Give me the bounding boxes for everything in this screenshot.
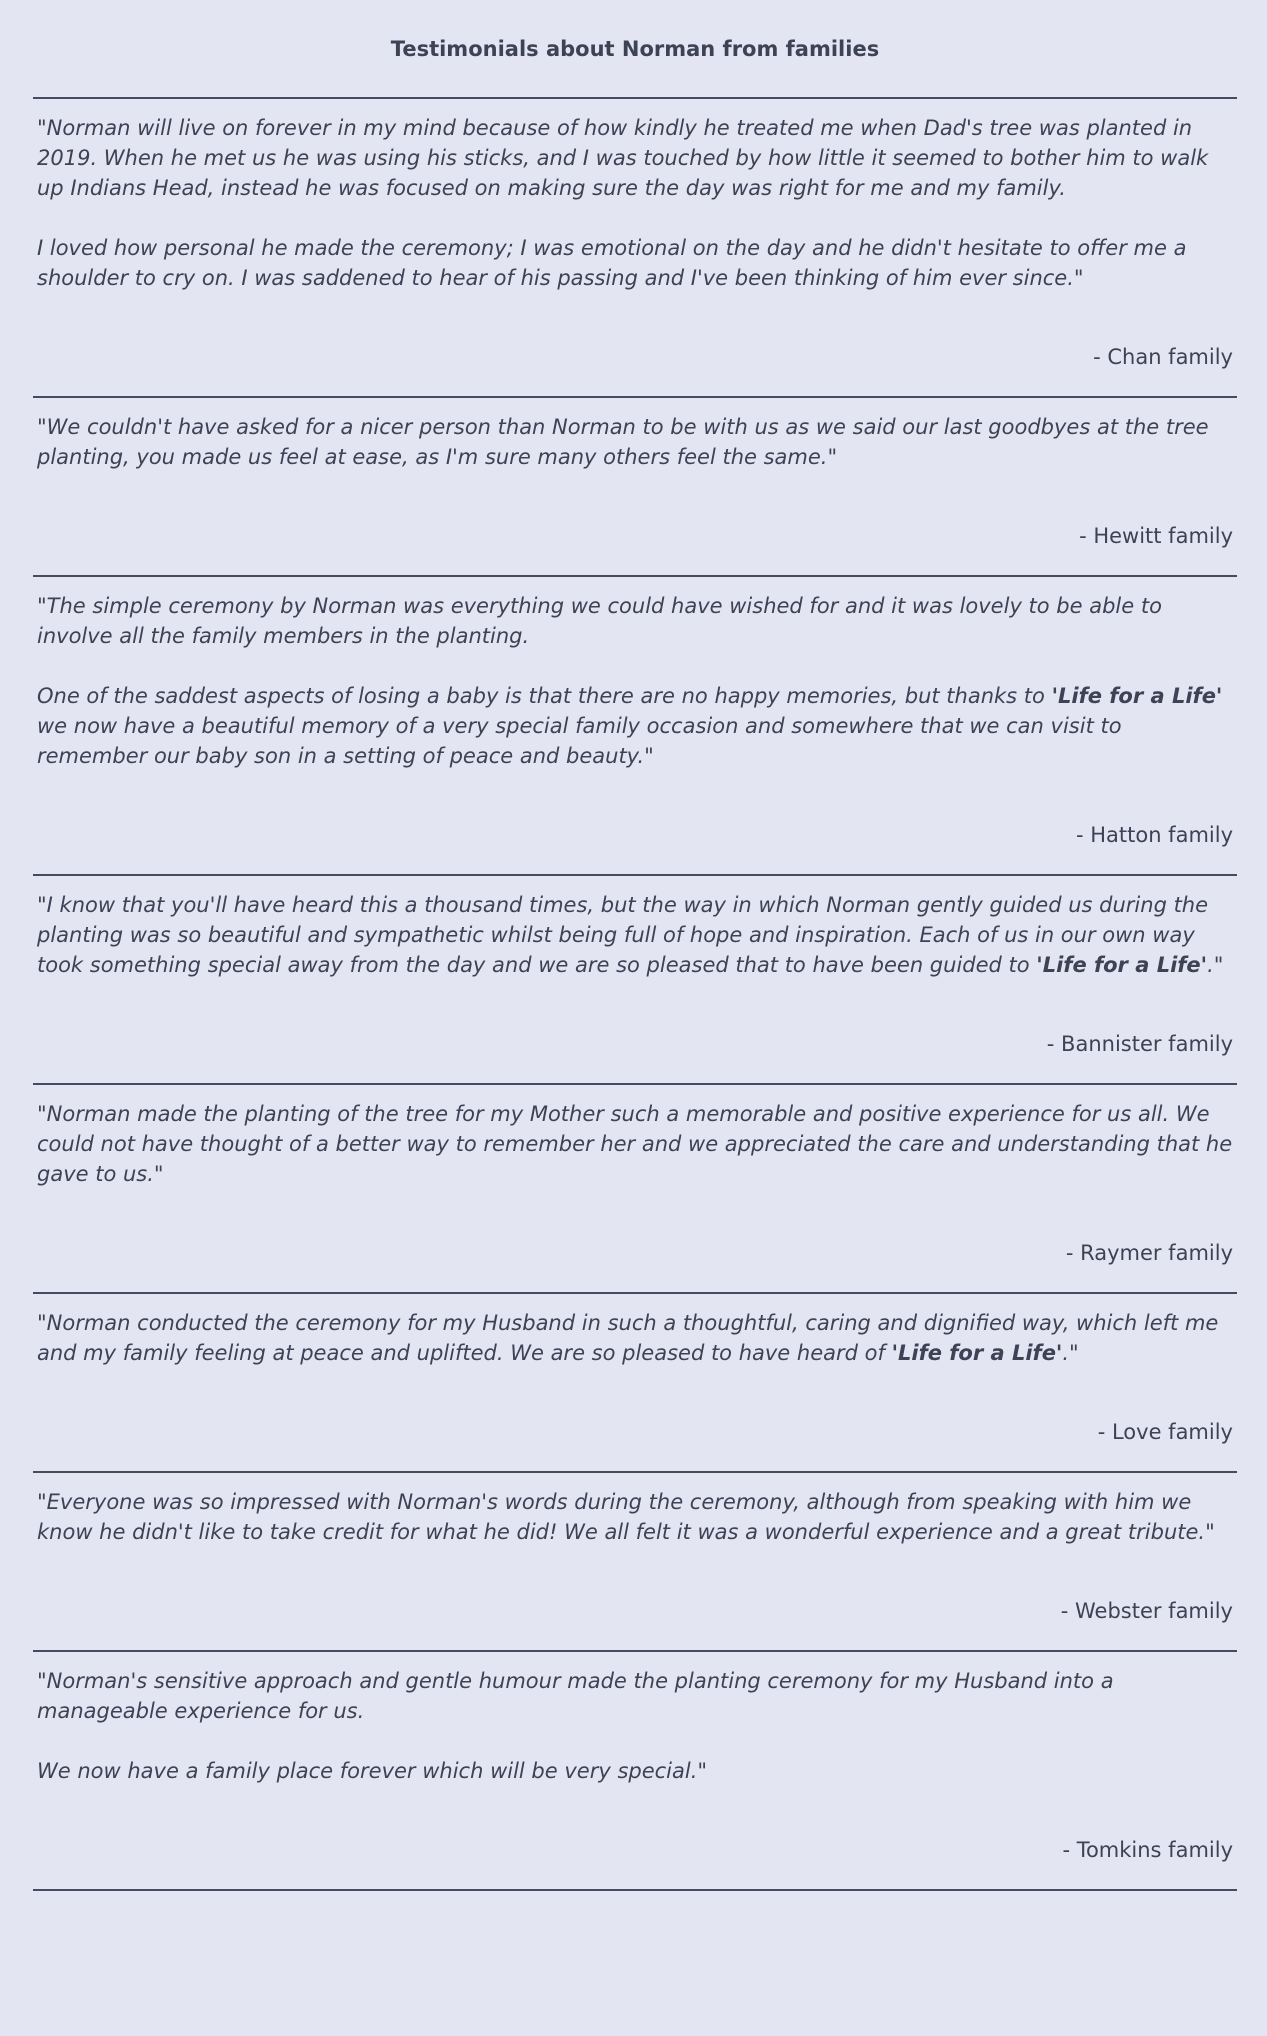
testimonial-item <box>33 876 1237 1083</box>
testimonial-attribution: - Raymer family <box>1065 1241 1233 1265</box>
testimonial-attribution: - Bannister family <box>1046 1032 1233 1056</box>
testimonial-quote-paragraph <box>37 681 1233 771</box>
testimonial-quote-paragraph <box>37 412 1233 472</box>
testimonial-quote-paragraph <box>37 1487 1233 1547</box>
quote-text: We now have a family place forever which will be very special." <box>37 1759 708 1783</box>
quote-text: "We couldn't have asked for a nicer person than Norman to be with us as we said our last goodbyes at the tree planting, you made us feel at ease, as I'm sure many others feel the same." <box>37 415 1209 469</box>
quote-emphasis: 'Life for a Life' <box>891 1341 1063 1365</box>
quote-emphasis: 'Life for a Life' <box>1036 953 1208 977</box>
quote-text: ." <box>1207 953 1224 977</box>
testimonial-item <box>33 1652 1237 1889</box>
testimonials-page <box>0 36 1267 1891</box>
testimonial-quote-paragraph <box>37 890 1233 980</box>
quote-text: "I know that you'll have heard this a thousand times, but the way in which Norman gently guided us during the planting was so beautiful and sympathetic whilst being full of hope and inspiration. Each of us in our own way took something special away from the day and we are so pleased that to have been guided to <box>37 893 1209 977</box>
testimonial-item <box>33 577 1237 874</box>
quote-text: we now have a beautiful memory of a very special family occasion and somewhere that we can visit to remember our baby son in a setting of peace and beauty." <box>37 714 1122 768</box>
testimonial-quote-paragraph <box>37 113 1233 203</box>
testimonial-quote-paragraph <box>37 591 1233 651</box>
quote-text: "The simple ceremony by Norman was everything we could have wished for and it was lovely to be able to involve all the family members in the planting. <box>37 594 1162 648</box>
quote-text: One of the saddest aspects of losing a baby is that there are no happy memories, but thanks to <box>37 684 1052 708</box>
quote-text: "Norman's sensitive approach and gentle humour made the planting ceremony for my Husband into a manageable experience for us. <box>37 1669 1114 1723</box>
testimonial-quote-paragraph <box>37 1756 1233 1786</box>
testimonial-quote-paragraph <box>37 233 1233 293</box>
separator <box>33 1889 1237 1891</box>
testimonial-attribution: - Tomkins family <box>1062 1838 1233 1862</box>
testimonial-attribution: - Hewitt family <box>1079 524 1233 548</box>
testimonial-attribution: - Love family <box>1097 1420 1233 1444</box>
testimonial-quote-paragraph <box>37 1099 1233 1189</box>
quote-emphasis: 'Life for a Life' <box>1051 684 1223 708</box>
testimonial-item <box>33 99 1237 396</box>
quote-text: I loved how personal he made the ceremony; I was emotional on the day and he didn't hesitate to offer me a shoulder to cry on. I was saddened to hear of his passing and I've been thinking of him ever since." <box>37 236 1187 290</box>
testimonial-item <box>33 398 1237 575</box>
testimonial-item <box>33 1294 1237 1471</box>
quote-text: "Norman made the planting of the tree for my Mother such a memorable and positive experience for us all. We could not have thought of a better way to remember her and we appreciated the care and understanding that he gave to us." <box>37 1102 1233 1186</box>
testimonial-attribution: - Hatton family <box>1075 823 1233 847</box>
testimonial-item <box>33 1085 1237 1292</box>
quote-text: "Norman conducted the ceremony for my Husband in such a thoughtful, caring and dignified way, which left me and my family feeling at peace and uplifted. We are so pleased to have heard of <box>37 1311 1219 1365</box>
testimonial-item <box>33 1473 1237 1650</box>
testimonial-attribution: - Webster family <box>1060 1599 1233 1623</box>
testimonial-attribution: - Chan family <box>1093 345 1233 369</box>
page-title: Testimonials about Norman from families <box>390 37 880 61</box>
testimonial-list <box>33 99 1237 1891</box>
testimonial-quote-paragraph <box>37 1308 1233 1368</box>
quote-text: "Norman will live on forever in my mind because of how kindly he treated me when Dad's tree was planted in 2019. When he met us he was using his sticks, and I was touched by how little it seemed to bother him to walk up Indians Head, instead he was focused on making sure the day was right for me and my family. <box>37 116 1209 200</box>
quote-text: ." <box>1062 1341 1079 1365</box>
testimonial-quote-paragraph <box>37 1666 1233 1726</box>
quote-text: "Everyone was so impressed with Norman's words during the ceremony, although from speaking with him we know he didn't like to take credit for what he did! We all felt it was a wonderful experience and a great tribute." <box>37 1490 1215 1544</box>
